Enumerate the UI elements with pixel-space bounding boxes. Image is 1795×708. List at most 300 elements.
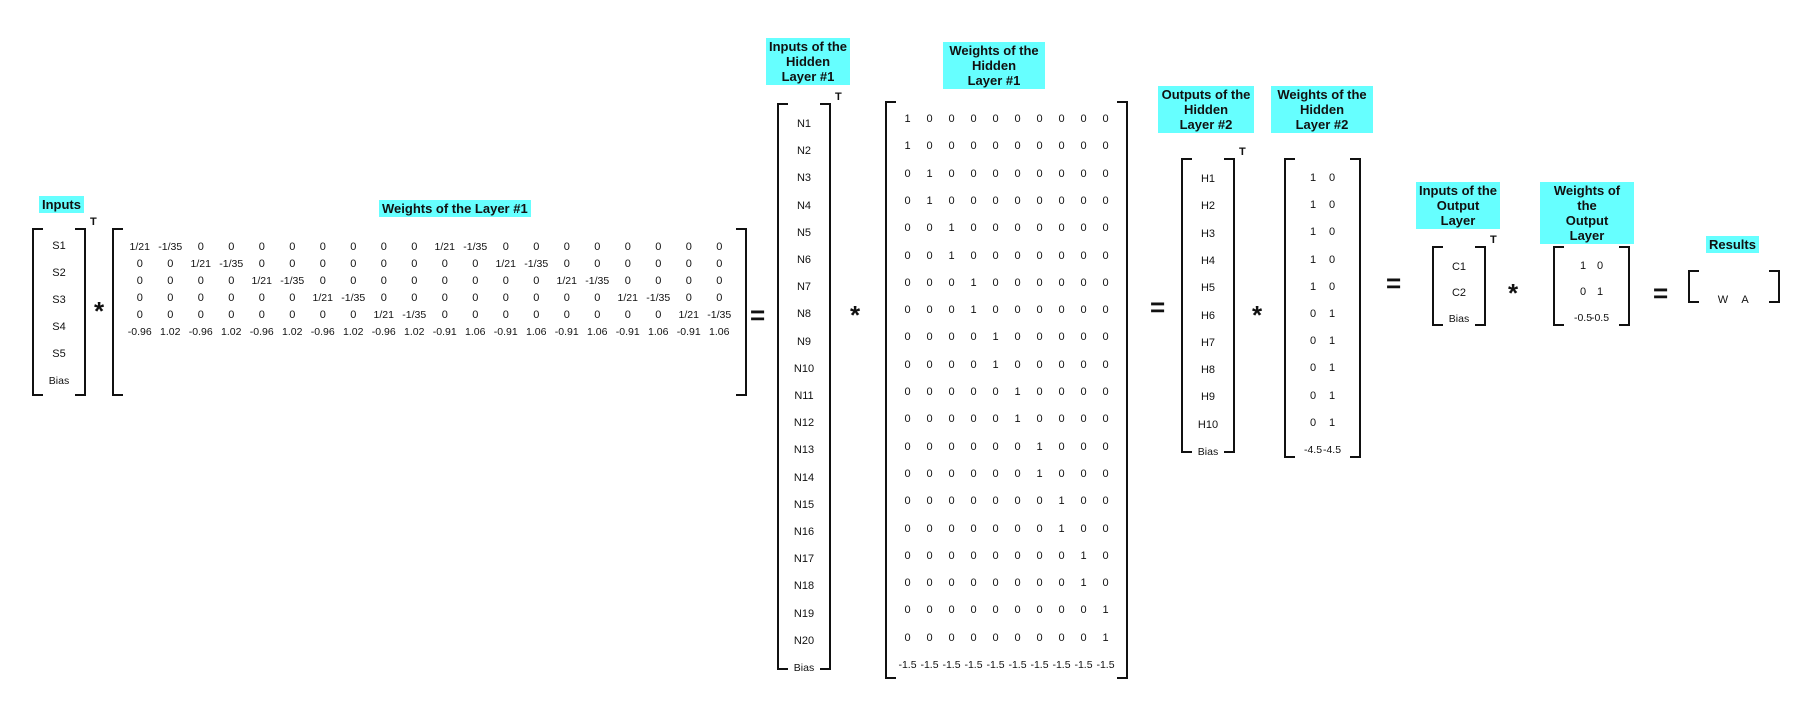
- matrix-cell: 1: [1058, 522, 1065, 535]
- matrix-cell: 0: [970, 113, 977, 125]
- matrix-cell: 0: [1102, 113, 1109, 125]
- matrix-cell: 1.06: [465, 326, 486, 338]
- matrix-cell: 0: [411, 258, 418, 270]
- matrix-cell: 0: [1080, 631, 1087, 644]
- matrix-cell: -0.96: [249, 326, 274, 338]
- matrix-cell: 0: [411, 241, 418, 253]
- matrix-cell: 0: [926, 495, 933, 508]
- matrix-cell: 0: [948, 604, 955, 617]
- matrix-cell: N19: [793, 607, 815, 620]
- matrix-cell: 0: [992, 276, 999, 289]
- matrix-cell: 0: [970, 249, 977, 262]
- equals-op-1: =: [750, 300, 766, 330]
- matrix-cell: 0: [716, 275, 723, 287]
- matrix-cell: 0: [992, 604, 999, 617]
- matrix-cell: 0: [970, 631, 977, 644]
- matrix-cell: 0: [948, 386, 955, 398]
- matrix-cell: 0: [228, 292, 235, 304]
- matrix-cell: 0: [685, 292, 692, 304]
- matrix-cell: N4: [796, 199, 812, 212]
- matrix-cell: 0: [1036, 249, 1043, 262]
- matrix-cell: 0: [970, 331, 977, 344]
- matrix-cell: 0: [685, 275, 692, 287]
- matrix-cell: N2: [796, 145, 812, 158]
- matrix-cell: 0: [1102, 140, 1109, 153]
- matrix-cell: 0: [594, 292, 601, 304]
- matrix-cell: 0: [563, 258, 570, 270]
- matrix-cell: 1: [904, 113, 911, 125]
- matrix-cell: 0: [258, 292, 265, 304]
- matrix-cell: 0: [533, 309, 540, 321]
- matrix-cell: 1: [926, 194, 933, 207]
- matrix-cell: 0: [926, 522, 933, 535]
- matrix-cell: -0.91: [615, 326, 640, 338]
- matrix-cell: 0: [228, 241, 235, 253]
- matrix-cell: N13: [793, 444, 815, 457]
- matrix-cell: 1: [1309, 253, 1317, 266]
- matrix-cell: N16: [793, 526, 815, 538]
- matrix-cell: 0: [1080, 331, 1087, 344]
- matrix-cell: 0: [926, 358, 933, 371]
- matrix-cell: 0: [1058, 194, 1065, 207]
- label-results: Results: [1706, 236, 1759, 253]
- matrix-cell: 0: [1080, 194, 1087, 207]
- matrix-cell: N15: [793, 498, 815, 511]
- matrix-cell: 0: [970, 440, 977, 453]
- matrix-cell: 0: [655, 241, 662, 253]
- matrix-cell: 0: [926, 331, 933, 344]
- matrix-cell: 0: [1309, 416, 1317, 429]
- matrix-cell: 0: [1014, 358, 1021, 371]
- matrix-cell: 0: [992, 467, 999, 480]
- matrix-cell: 0: [1309, 362, 1317, 375]
- matrix-cell: 1: [1328, 308, 1336, 320]
- matrix-cell: 0: [594, 258, 601, 270]
- matrix-cell: 0: [1080, 304, 1087, 317]
- matrix-cell: 0: [319, 258, 326, 270]
- matrix-cell: 0: [970, 358, 977, 371]
- matrix-cell: H4: [1200, 254, 1216, 267]
- matrix-cell: 0: [1014, 577, 1021, 590]
- matrix-cell: 0: [904, 167, 911, 180]
- matrix-cell: 0: [1036, 549, 1043, 562]
- matrix-cell: 0: [502, 275, 509, 287]
- matrix-cell: 0: [992, 249, 999, 262]
- matrix-cell: 1/21: [251, 275, 272, 287]
- matrix-cell: 0: [948, 113, 955, 125]
- matrix-cell: -1.5: [1096, 659, 1115, 671]
- matrix-cell: 0: [992, 577, 999, 590]
- matrix-cell: 0: [380, 241, 387, 253]
- matrix-cell: 0: [1080, 522, 1087, 535]
- bracket-left: [32, 228, 43, 396]
- matrix-cell: 0: [992, 222, 999, 235]
- matrix-cell: 0: [992, 140, 999, 153]
- matrix-cell: 1: [970, 276, 977, 289]
- matrix-cell: 0: [970, 549, 977, 562]
- matrix-cell: 0: [1102, 495, 1109, 508]
- matrix-cell: -1.5: [898, 659, 917, 671]
- matrix-cell: 0: [472, 309, 479, 321]
- matrix-inputs-output-layer: [1432, 234, 1497, 326]
- matrix-cell: 0: [136, 258, 143, 270]
- matrix-cell: 1: [1036, 440, 1043, 453]
- matrix-cell: -1/35: [402, 309, 427, 321]
- matrix-cell: 0: [1102, 249, 1109, 262]
- matrix-cell: 0: [904, 222, 911, 235]
- matrix-cell: N5: [796, 226, 812, 239]
- matrix-weights-hidden-layer1: [885, 101, 1128, 679]
- matrix-cell: 0: [904, 440, 911, 453]
- transpose-marker: T: [835, 91, 842, 103]
- matrix-cell: 0: [1014, 549, 1021, 562]
- matrix-cell: 1/21: [312, 292, 333, 304]
- matrix-cell: 0: [1036, 413, 1043, 426]
- matrix-cell: 0: [167, 275, 174, 287]
- label-outputs-hidden-layer2: Outputs of the Hidden Layer #2: [1158, 86, 1254, 133]
- matrix-cell: 0: [167, 309, 174, 321]
- matrix-cell: 0: [926, 604, 933, 617]
- matrix-cell: 0: [441, 275, 448, 287]
- matrix-cell: 0: [716, 258, 723, 270]
- matrix-cell: 0: [594, 241, 601, 253]
- matrix-cell: 0: [1080, 140, 1087, 153]
- matrix-cell: 0: [1102, 194, 1109, 207]
- matrix-cell: 0: [1309, 335, 1317, 348]
- matrix-cell: 1.02: [221, 326, 242, 338]
- matrix-cell: 0: [1014, 167, 1021, 180]
- matrix-cell: 0: [319, 241, 326, 253]
- matrix-cell: 1.02: [343, 326, 364, 338]
- matrix-cell: -1.5: [1074, 659, 1093, 671]
- matrix-cell: 0: [1080, 386, 1087, 398]
- matrix-cell: 0: [563, 241, 570, 253]
- matrix-cell: 0: [970, 467, 977, 480]
- matrix-cell: 0: [228, 309, 235, 321]
- matrix-cell: N11: [794, 390, 814, 402]
- matrix-cell: -0.91: [676, 326, 701, 338]
- matrix-cell: H8: [1200, 364, 1216, 377]
- matrix-cell: 0: [716, 241, 723, 253]
- matrix-cell: N9: [796, 335, 812, 348]
- matrix-cell: N3: [796, 172, 812, 185]
- matrix-cell: 0: [502, 309, 509, 321]
- matrix-cell: 0: [1036, 331, 1043, 344]
- matrix-cell: 0: [992, 113, 999, 125]
- matrix-cell: 0: [1080, 467, 1087, 480]
- matrix-cell: 0: [1102, 304, 1109, 317]
- multiply-op-2: *: [850, 300, 861, 330]
- matrix-cell: 0: [1102, 167, 1109, 180]
- matrix-cell: 0: [970, 194, 977, 207]
- matrix-cell: 0: [992, 495, 999, 508]
- matrix-cell: A: [1741, 294, 1749, 306]
- matrix-cell: 0: [904, 522, 911, 535]
- matrix-cell: -1.5: [1052, 659, 1071, 671]
- matrix-cell: 0: [167, 258, 174, 270]
- matrix-cell: 0: [289, 292, 296, 304]
- multiply-op-1: *: [94, 296, 105, 326]
- matrix-cell: 0: [624, 241, 631, 253]
- matrix-cell: 1: [904, 140, 911, 153]
- matrix-cell: 0: [655, 275, 662, 287]
- matrix-cell: C2: [1451, 287, 1467, 299]
- matrix-cell: 0: [319, 309, 326, 321]
- matrix-cell: Bias: [793, 662, 815, 674]
- matrix-inputs: [32, 216, 97, 396]
- matrix-cell: 0: [228, 275, 235, 287]
- matrix-cell: 0: [472, 292, 479, 304]
- matrix-cell: 0: [685, 241, 692, 253]
- matrix-cell: 1: [1579, 260, 1587, 272]
- matrix-cell: 0: [1036, 577, 1043, 590]
- bracket-right: [75, 228, 86, 396]
- matrix-cell: Bias: [1448, 313, 1470, 325]
- matrix-results: [1688, 270, 1780, 306]
- matrix-cell: 0: [904, 549, 911, 562]
- matrix-cell: 0: [258, 258, 265, 270]
- matrix-cell: Bias: [48, 375, 70, 387]
- matrix-cell: 0: [926, 577, 933, 590]
- matrix-cell: 0: [948, 304, 955, 317]
- matrix-cell: 0: [926, 113, 933, 125]
- matrix-cell: 0: [136, 309, 143, 321]
- matrix-outputs-hidden-layer2: [1181, 146, 1246, 458]
- matrix-cell: -1/35: [463, 241, 488, 253]
- matrix-cell: 0: [904, 467, 911, 480]
- matrix-cell: 0: [441, 258, 448, 270]
- matrix-cell: H10: [1197, 418, 1219, 431]
- matrix-cell: 1.02: [282, 326, 303, 338]
- matrix-cell: 0: [970, 386, 977, 398]
- matrix-cell: 0: [970, 167, 977, 180]
- matrix-cell: 0: [1036, 631, 1043, 644]
- matrix-cell: 1: [1102, 604, 1109, 617]
- matrix-cell: 0: [624, 309, 631, 321]
- matrix-cell: 0: [970, 140, 977, 153]
- matrix-cell: 1/21: [190, 258, 211, 270]
- matrix-cell: 0: [1036, 386, 1043, 398]
- matrix-cell: 0: [904, 194, 911, 207]
- matrix-cell: N7: [796, 281, 812, 294]
- matrix-cell: 0: [197, 241, 204, 253]
- matrix-cell: 0: [1309, 308, 1317, 320]
- matrix-cell: 0: [1102, 386, 1109, 398]
- matrix-cell: 0: [948, 577, 955, 590]
- matrix-cell: 0: [1014, 331, 1021, 344]
- matrix-cell: 0: [948, 194, 955, 207]
- matrix-cell: 0: [1014, 467, 1021, 480]
- matrix-cell: -1/35: [524, 258, 549, 270]
- matrix-cell: 0: [926, 222, 933, 235]
- transpose-marker: T: [1239, 146, 1246, 158]
- matrix-cell: 0: [289, 258, 296, 270]
- matrix-cell: 0: [624, 275, 631, 287]
- matrix-cell: 0: [970, 604, 977, 617]
- matrix-cell: 0: [197, 309, 204, 321]
- matrix-cell: 0: [1058, 440, 1065, 453]
- transpose-marker: T: [90, 216, 97, 228]
- matrix-cell: -1/35: [646, 292, 671, 304]
- matrix-cell: 0: [992, 194, 999, 207]
- matrix-cell: 0: [948, 167, 955, 180]
- matrix-cell: 0: [350, 309, 357, 321]
- matrix-cell: 0: [1102, 358, 1109, 371]
- matrix-cell: 0: [594, 309, 601, 321]
- label-inputs-output-layer: Inputs of the Output Layer: [1416, 182, 1500, 229]
- matrix-weights-hidden-layer2: [1284, 158, 1361, 458]
- matrix-cell: -0.5: [1590, 312, 1610, 324]
- matrix-cell: 0: [948, 549, 955, 562]
- matrix-cell: -1.5: [1008, 659, 1027, 671]
- matrix-cell: 0: [1102, 413, 1109, 426]
- matrix-cell: 0: [992, 440, 999, 453]
- matrix-cell: 0: [1058, 331, 1065, 344]
- matrix-cell: 0: [904, 358, 911, 371]
- matrix-cell: 0: [563, 309, 570, 321]
- multiply-op-4: *: [1508, 278, 1519, 308]
- matrix-cell: 1: [1309, 172, 1317, 184]
- matrix-cell: 0: [926, 549, 933, 562]
- matrix-cell: 1/21: [617, 292, 638, 304]
- bracket-right: [1619, 246, 1630, 326]
- matrix-cell: 1.06: [587, 326, 608, 338]
- matrix-cell: 0: [441, 309, 448, 321]
- matrix-cell: -1.5: [1030, 659, 1049, 671]
- matrix-cell: 0: [1058, 304, 1065, 317]
- matrix-cell: 0: [1014, 194, 1021, 207]
- matrix-cell: 0: [1080, 276, 1087, 289]
- matrix-cell: -0.96: [310, 326, 335, 338]
- matrix-cell: 0: [1036, 276, 1043, 289]
- matrix-cell: 0: [1080, 440, 1087, 453]
- matrix-cell: 0: [289, 309, 296, 321]
- matrix-cell: -1.5: [942, 659, 961, 671]
- matrix-cell: 0: [1058, 358, 1065, 371]
- matrix-cell: 0: [533, 292, 540, 304]
- matrix-cell: 0: [685, 258, 692, 270]
- matrix-cell: 1: [1328, 416, 1336, 429]
- matrix-cell: 0: [926, 631, 933, 644]
- matrix-cell: 0: [411, 275, 418, 287]
- matrix-cell: S5: [52, 348, 66, 360]
- matrix-cell: 0: [970, 522, 977, 535]
- matrix-cell: 0: [1080, 167, 1087, 180]
- matrix-cell: 0: [1328, 226, 1336, 239]
- matrix-cell: 0: [533, 241, 540, 253]
- matrix-cell: 0: [1328, 199, 1336, 212]
- matrix-cell: N20: [793, 634, 815, 647]
- matrix-cell: 0: [904, 604, 911, 617]
- matrix-cell: 0: [1058, 413, 1065, 426]
- matrix-cell: 0: [992, 413, 999, 426]
- matrix-cell: S2: [52, 267, 66, 279]
- matrix-cell: 0: [970, 222, 977, 235]
- matrix-cell: 1/21: [678, 309, 699, 321]
- matrix-cell: 0: [380, 258, 387, 270]
- matrix-cell: 0: [197, 275, 204, 287]
- matrix-cell: 0: [472, 275, 479, 287]
- matrix-cell: 0: [1080, 604, 1087, 617]
- matrix-cell: 0: [197, 292, 204, 304]
- bracket-left: [1688, 270, 1699, 303]
- matrix-cell: 0: [502, 292, 509, 304]
- matrix-cell: 0: [904, 413, 911, 426]
- label-inputs-hidden-layer1: Inputs of the Hidden Layer #1: [766, 38, 850, 85]
- matrix-cell: 1: [1328, 335, 1336, 348]
- matrix-inputs-hidden-layer1: [777, 91, 842, 674]
- matrix-cell: 0: [1014, 249, 1021, 262]
- matrix-cell: N17: [793, 553, 815, 566]
- matrix-cell: -1/35: [707, 309, 732, 321]
- matrix-cell: N18: [793, 580, 815, 593]
- matrix-cell: 0: [948, 358, 955, 371]
- matrix-cell: 0: [948, 522, 955, 535]
- matrix-cell: -0.91: [554, 326, 579, 338]
- matrix-cell: 1.02: [160, 326, 181, 338]
- matrix-cell: 0: [926, 386, 933, 398]
- matrix-cell: 1: [992, 358, 999, 371]
- matrix-cell: 1.02: [404, 326, 425, 338]
- matrix-cell: 0: [1014, 140, 1021, 153]
- matrix-cell: 0: [1058, 467, 1065, 480]
- matrix-cell: -0.96: [127, 326, 152, 338]
- matrix-cell: H7: [1200, 336, 1216, 349]
- matrix-cell: -4.5: [1303, 444, 1323, 456]
- matrix-cell: 0: [926, 304, 933, 317]
- matrix-cell: 0: [926, 140, 933, 153]
- matrix-weights-layer1: [112, 228, 747, 396]
- matrix-cell: 0: [1058, 549, 1065, 562]
- matrix-cell: 0: [948, 495, 955, 508]
- matrix-cell: 0: [992, 631, 999, 644]
- matrix-cell: N1: [796, 118, 812, 130]
- matrix-cell: 0: [1080, 495, 1087, 508]
- matrix-cell: 0: [1036, 113, 1043, 125]
- matrix-cell: 0: [350, 241, 357, 253]
- matrix-cell: H5: [1200, 282, 1216, 295]
- matrix-cell: -1.5: [920, 659, 939, 671]
- matrix-cell: 0: [948, 140, 955, 153]
- matrix-cell: N6: [796, 254, 812, 266]
- matrix-cell: 0: [1102, 522, 1109, 535]
- matrix-cell: 0: [1058, 222, 1065, 235]
- matrix-cell: -1/35: [219, 258, 244, 270]
- bracket-right: [1769, 270, 1780, 303]
- matrix-cell: 0: [1036, 167, 1043, 180]
- matrix-cell: 1: [948, 249, 955, 262]
- matrix-cell: -0.91: [493, 326, 518, 338]
- matrix-cell: 0: [1036, 194, 1043, 207]
- matrix-cell: -1/35: [158, 241, 183, 253]
- matrix-cell: 0: [1014, 522, 1021, 535]
- matrix-cell: 1: [1058, 495, 1065, 508]
- matrix-cell: 1/21: [556, 275, 577, 287]
- matrix-cell: 0: [136, 292, 143, 304]
- matrix-cell: 0: [970, 495, 977, 508]
- matrix-cell: 0: [1058, 249, 1065, 262]
- matrix-cell: 1: [1309, 226, 1317, 239]
- matrix-cell: 0: [1036, 140, 1043, 153]
- matrix-cell: 0: [1080, 113, 1087, 125]
- matrix-cell: 0: [1058, 276, 1065, 289]
- matrix-cell: 0: [926, 276, 933, 289]
- matrix-cell: 0: [472, 258, 479, 270]
- matrix-cell: 0: [319, 275, 326, 287]
- matrix-cell: -0.5: [1573, 312, 1593, 324]
- matrix-cell: 0: [1102, 467, 1109, 480]
- matrix-cell: 0: [948, 440, 955, 453]
